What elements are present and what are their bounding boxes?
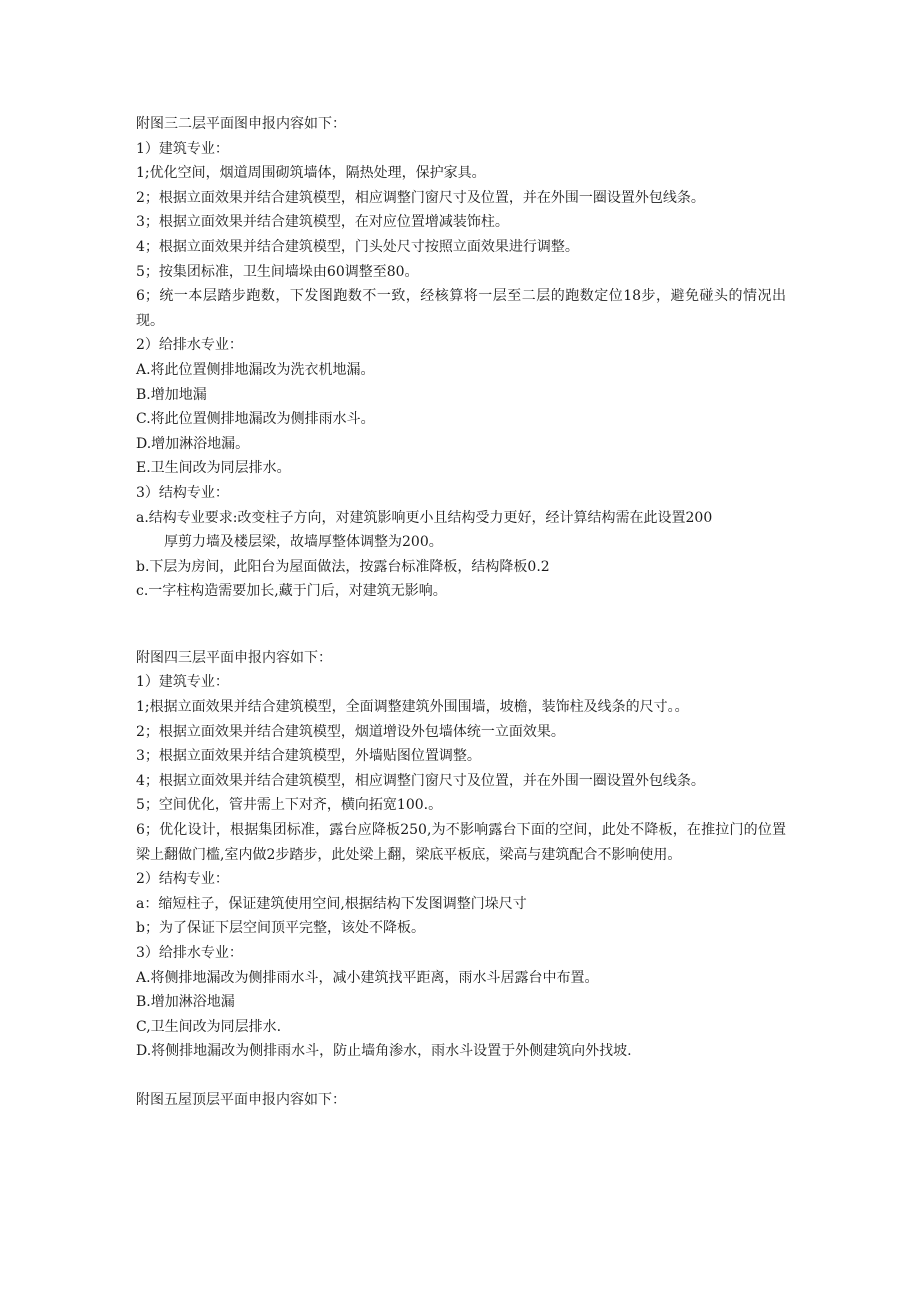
section5-title: 附图五屋顶层平面申报内容如下： (136, 1091, 346, 1108)
section4-arch-item-1: 1;根据立面效果并结合建筑模型，全面调整建筑外围围墙，坡檐，装饰柱及线条的尺寸。。 (136, 699, 689, 716)
section3-structure-item-a-line1: a.结构专业要求:改变柱子方向，对建筑影响更小且结构受力更好，经计算结构需在此设置200 (136, 509, 713, 526)
section3-plumbing-item-e: E.卫生间改为同层排水。 (136, 460, 291, 477)
section3-plumbing-item-c: C.将此位置侧排地漏改为侧排雨水斗。 (136, 411, 375, 428)
section-spacer (136, 604, 786, 646)
section4-title: 附图四三层平面申报内容如下： (136, 649, 332, 666)
section4-plumbing-heading: 3）给排水专业： (136, 945, 243, 961)
section3-arch-item-1: 1;优化空间，烟道周围砌筑墙体，隔热处理，保护家具。 (136, 165, 486, 182)
section3-structure-item-a-line2: 厚剪力墙及楼层梁，故墙厚整体调整为200。 (164, 534, 443, 551)
section3-arch-item-5: 5；按集团标准，卫生间墙垛由60调整至80。 (136, 263, 419, 280)
section4-plumbing-item-c: C,卫生间改为同层排水. (136, 1018, 282, 1035)
section4-arch-item-4: 4；根据立面效果并结合建筑模型，相应调整门窗尺寸及位置，并在外围一圈设置外包线条。 (136, 772, 705, 789)
section3-arch-heading: 1）建筑专业： (136, 140, 229, 157)
section4-arch-item-6: 6；优化设计，根据集团标准，露台应降板250,为不影响露台下面的空间，此处不降板，在推拉门的位置梁上翻做门槛,室内做2步踏步，此处梁上翻，梁底平板底，梁高与建筑配合不影响使用。 (136, 822, 786, 863)
section4-arch-heading: 1）建筑专业： (136, 674, 229, 691)
section4-structure-item-a: a：缩短柱子，保证建筑使用空间,根据结构下发图调整门垛尺寸 (136, 895, 527, 912)
section3-arch-item-6: 6；统一本层踏步跑数，下发图跑数不一致，经核算将一层至二层的跑数定位18步，避免碰头的情况出现。 (136, 288, 786, 329)
section4-arch-item-2: 2；根据立面效果并结合建筑模型，烟道增设外包墙体统一立面效果。 (136, 723, 565, 740)
section3-structure-heading: 3）结构专业： (136, 484, 229, 501)
section4-arch-item-5: 5；空间优化，管井需上下对齐，横向拓宽100.。 (136, 797, 443, 814)
section3-structure-item-c: c.一字柱构造需要加长,藏于门后，对建筑无影响。 (136, 583, 447, 600)
section4-plumbing-item-d: D.将侧排地漏改为侧排雨水斗，防止墙角渗水，雨水斗设置于外侧建筑向外找坡. (136, 1043, 632, 1060)
section4-arch-item-3: 3；根据立面效果并结合建筑模型，外墙贴图位置调整。 (136, 748, 481, 765)
section3-structure-item-b: b.下层为房间，此阳台为屋面做法，按露台标准降板，结构降板0.2 (136, 558, 550, 575)
section4-structure-item-b: b；为了保证下层空间顶平完整，该处不降板。 (136, 920, 425, 937)
section-spacer (136, 1064, 786, 1088)
section3-arch-item-2: 2；根据立面效果并结合建筑模型，相应调整门窗尺寸及位置，并在外围一圈设置外包线条。 (136, 189, 705, 206)
section3-plumbing-item-d: D.增加淋浴地漏。 (136, 435, 250, 452)
section4-plumbing-item-b: B.增加淋浴地漏 (136, 994, 235, 1011)
section4-plumbing-item-a: A.将侧排地漏改为侧排雨水斗，减小建筑找平距离，雨水斗居露台中布置。 (136, 969, 599, 986)
section3-arch-item-3: 3；根据立面效果并结合建筑模型，在对应位置增减装饰柱。 (136, 214, 509, 231)
document-page (136, 112, 786, 1113)
section4-structure-heading: 2）结构专业： (136, 871, 229, 888)
section3-arch-item-4: 4；根据立面效果并结合建筑模型，门头处尺寸按照立面效果进行调整。 (136, 238, 579, 255)
section3-plumbing-heading: 2）给排水专业： (136, 337, 243, 354)
section3-plumbing-item-b: B.增加地漏 (136, 386, 207, 403)
section3-plumbing-item-a: A.将此位置侧排地漏改为洗衣机地漏。 (136, 361, 375, 378)
section3-title: 附图三二层平面图申报内容如下： (136, 116, 346, 132)
